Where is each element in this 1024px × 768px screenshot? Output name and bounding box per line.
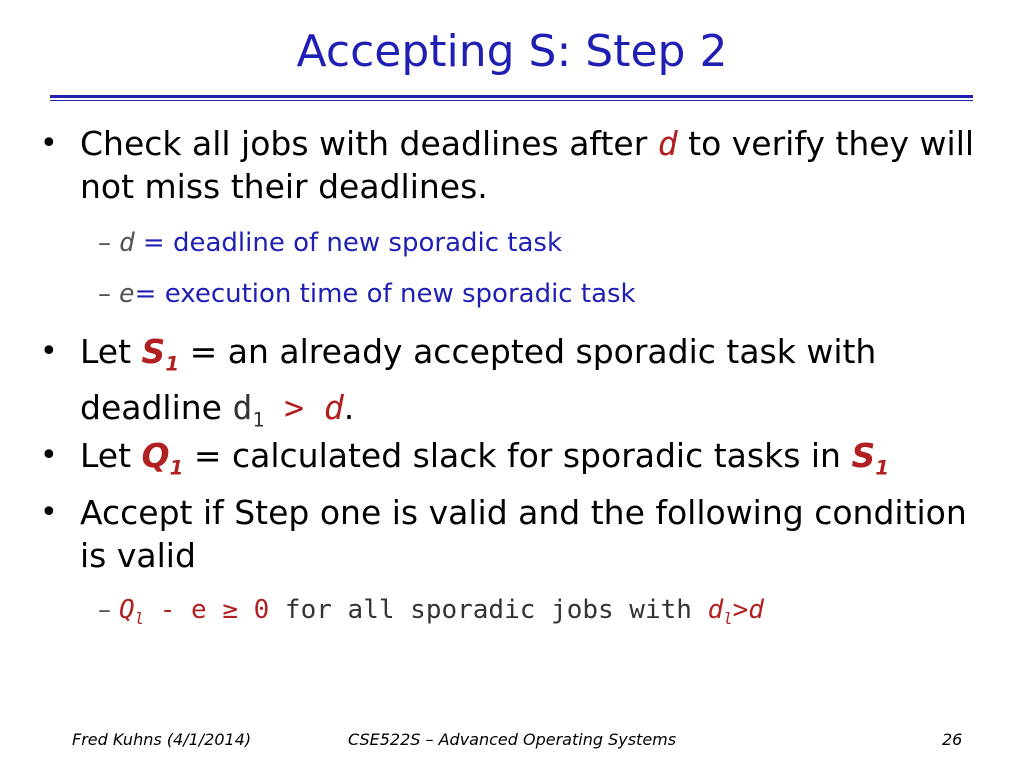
cond-d1: $d_1$ bbox=[232, 387, 265, 432]
bullet-text: to verify they will not miss their deadlines. bbox=[80, 124, 975, 206]
bullet-dot: • bbox=[40, 495, 58, 530]
sub-bullet-d bbox=[98, 226, 978, 260]
bullet-body bbox=[80, 330, 980, 441]
bullet-body bbox=[80, 122, 980, 208]
bullet-text: Let bbox=[80, 332, 142, 371]
bullet-text: Let bbox=[80, 436, 142, 475]
title-rule-top bbox=[50, 95, 973, 98]
footer-page-number: 26 bbox=[942, 730, 963, 749]
footer-author: Fred Kuhns (4/1/2014) bbox=[72, 730, 252, 749]
sub-dash: – bbox=[98, 279, 111, 309]
sub-gt: >d bbox=[732, 595, 764, 625]
bullet-let-s1 bbox=[40, 330, 980, 441]
slide-title: Accepting S: Step 2 bbox=[296, 26, 728, 77]
var-d: d bbox=[323, 387, 344, 427]
var-s: $S_1$ bbox=[851, 436, 889, 480]
bullet-dot: • bbox=[40, 438, 58, 473]
var-d: d bbox=[657, 124, 678, 163]
bullet-body bbox=[80, 434, 980, 490]
sub-bullet-e bbox=[98, 277, 978, 311]
bullet-dot: • bbox=[40, 334, 58, 369]
var-q: $Q_1$ bbox=[141, 436, 184, 480]
cond-gt: > bbox=[264, 387, 324, 427]
bullet-text: = calculated slack for sporadic tasks in bbox=[183, 436, 852, 475]
bullet-body: Accept if Step one is valid and the following condition is valid bbox=[80, 493, 967, 575]
sub-dash: – bbox=[98, 228, 111, 258]
sub-expr: - e ≥ 0 bbox=[144, 595, 270, 625]
bullet-text: Check all jobs with deadlines after bbox=[80, 124, 658, 163]
title-rule-bottom bbox=[50, 100, 973, 101]
sub-dash: – bbox=[98, 595, 111, 625]
bullet-text: = an already accepted sporadic task with deadline bbox=[80, 332, 877, 427]
footer-course: CSE522S – Advanced Operating Systems bbox=[348, 730, 677, 749]
var-d: $d_l$ bbox=[707, 595, 733, 629]
period: . bbox=[343, 387, 355, 427]
bullet-let-q1 bbox=[40, 434, 980, 490]
sub-bullet-condition bbox=[98, 593, 978, 636]
var-q: $Q_l$ bbox=[119, 595, 145, 629]
var-s: $S_1$ bbox=[141, 332, 180, 376]
bullet-dot: • bbox=[40, 126, 58, 161]
var-d: d bbox=[119, 228, 135, 258]
sub-text: for all sporadic jobs with bbox=[269, 595, 708, 625]
sub-text: = deadline of new sporadic task bbox=[134, 228, 563, 258]
var-e: e bbox=[119, 279, 135, 309]
bullet-check-jobs bbox=[40, 122, 980, 208]
sub-text: = execution time of new sporadic task bbox=[134, 279, 636, 309]
bullet-accept bbox=[40, 491, 980, 577]
